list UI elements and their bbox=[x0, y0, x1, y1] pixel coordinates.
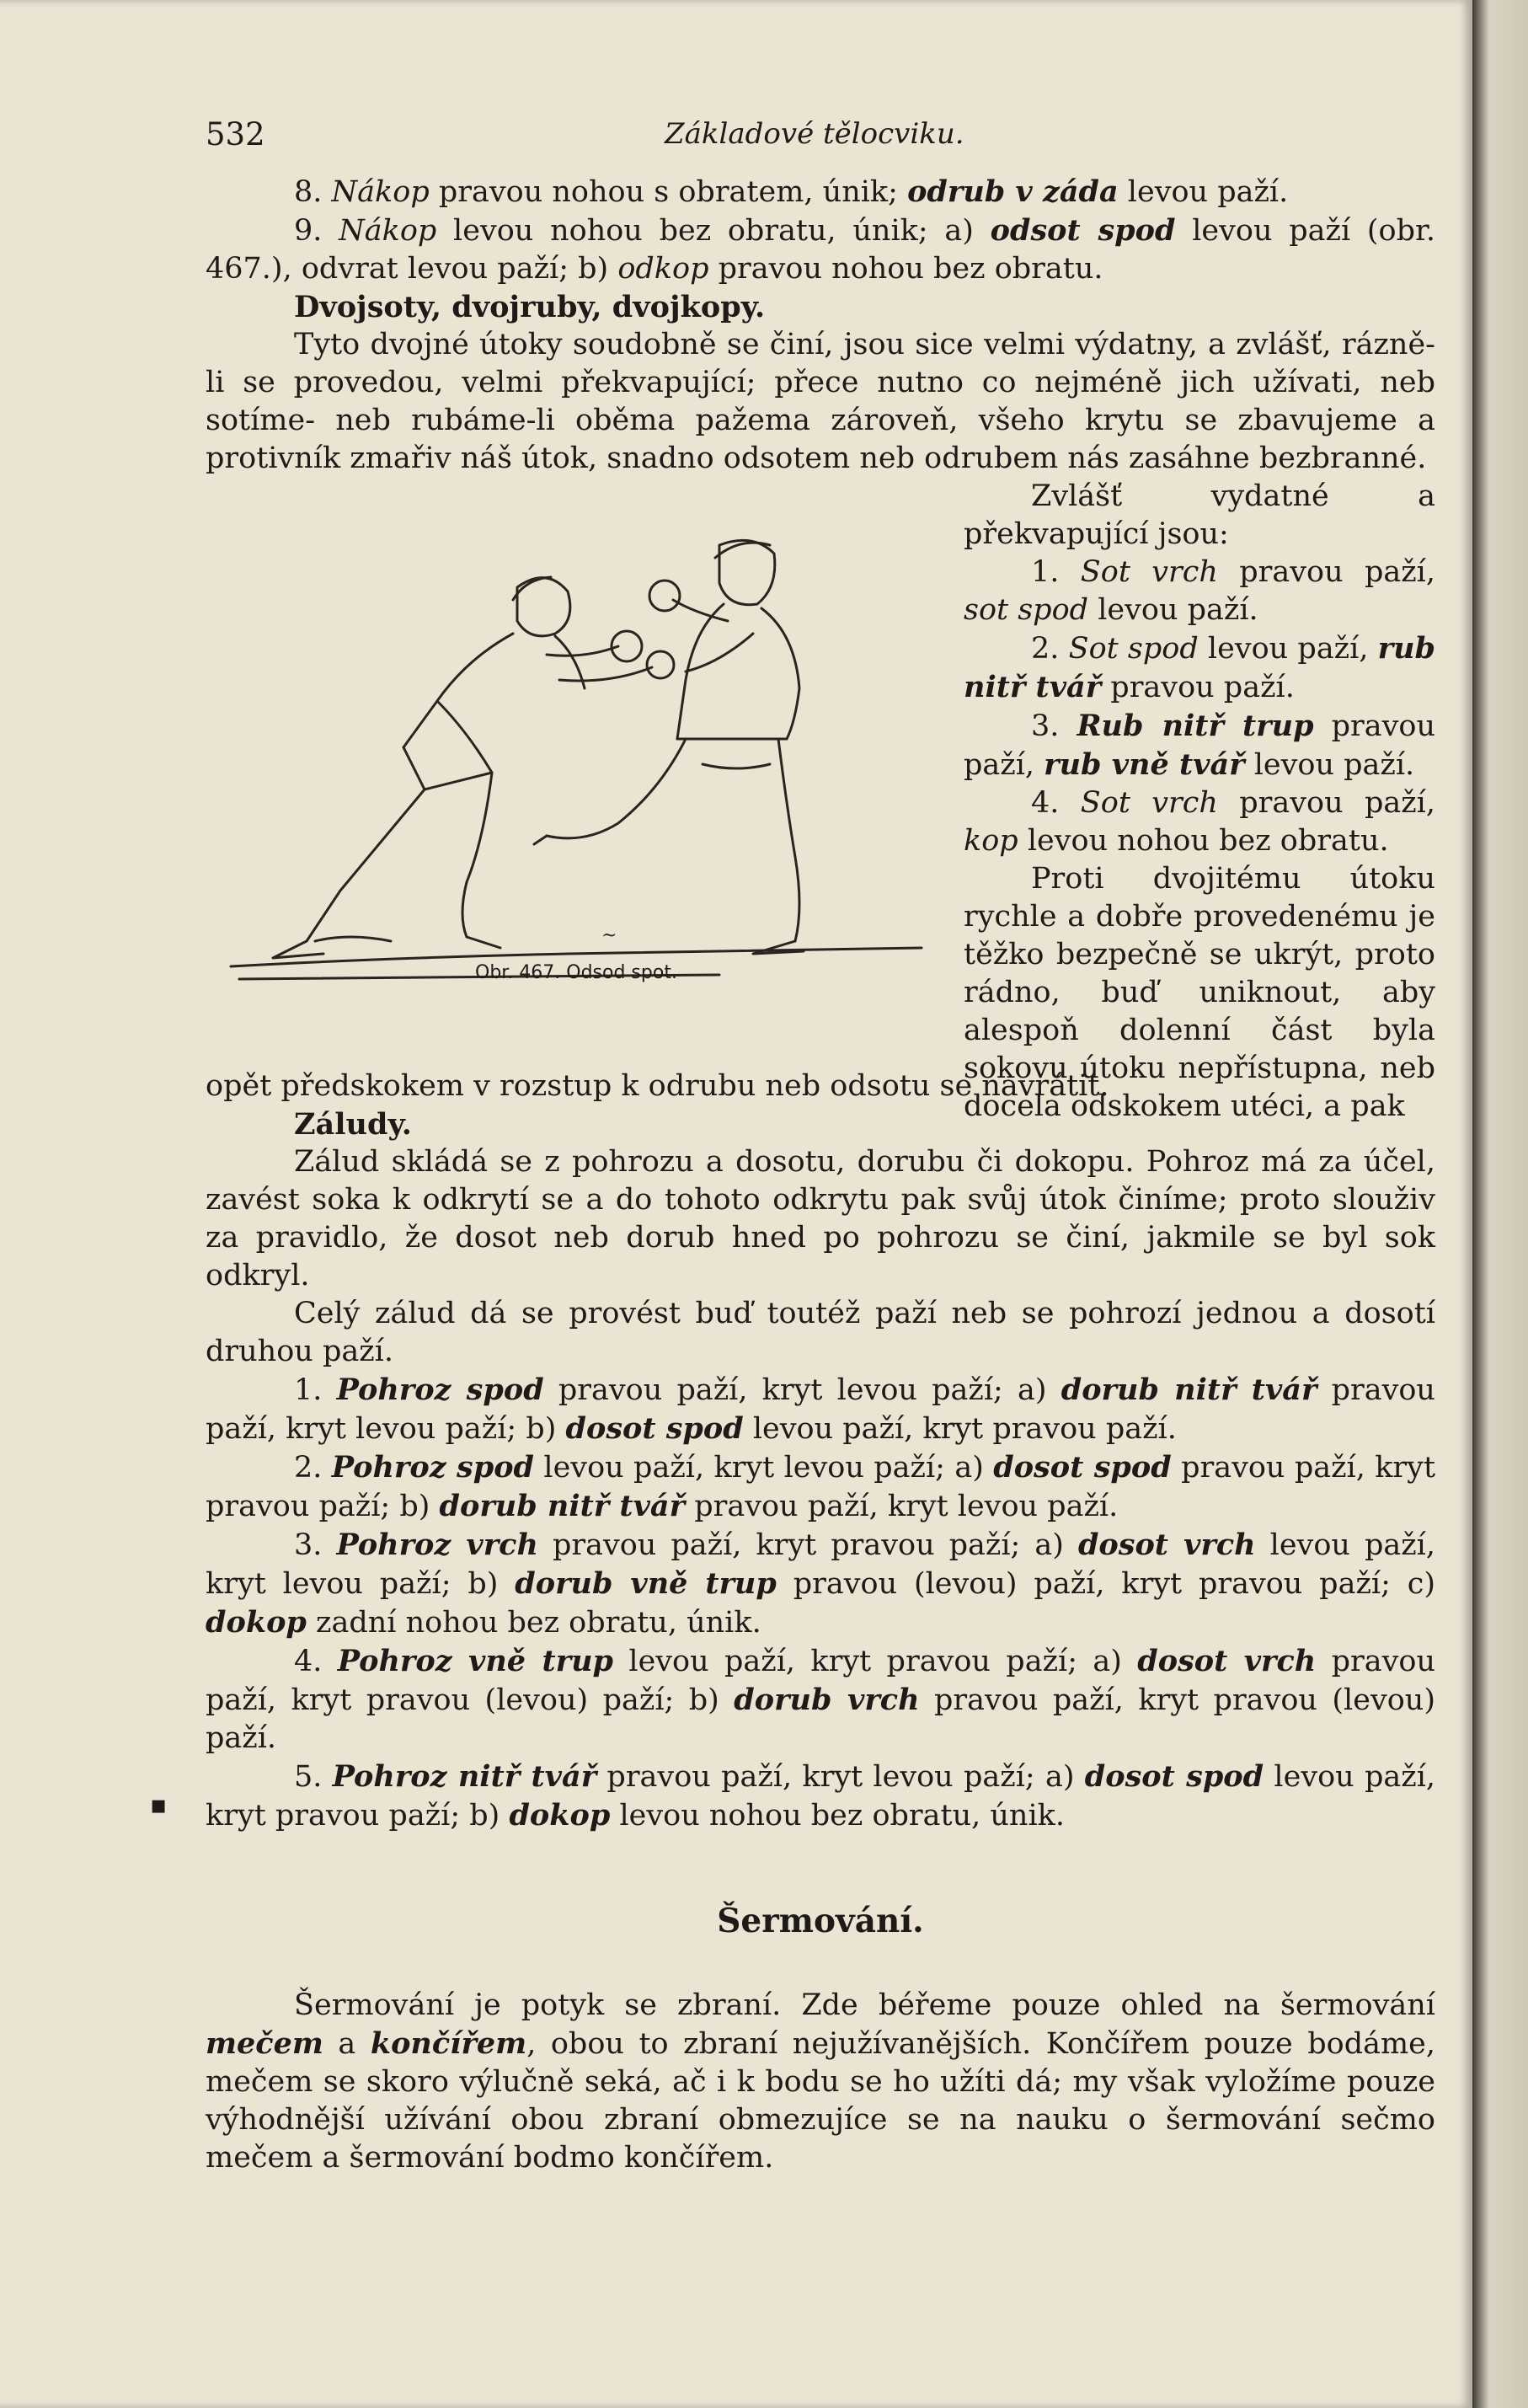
item-9: 9. Nákop levou nohou bez obratu, únik; a) odsot spod levou paží (obr. 467.), odvrat levou paží; b) odkop pravou nohou bez obratu. bbox=[206, 213, 1436, 286]
side-item-3: 3. Rub nitř trup pravou paží, rub vně tvář levou paží. bbox=[964, 709, 1435, 782]
heading-zaludy: Záludy. bbox=[294, 1107, 412, 1142]
paragraph-double-attacks: Tyto dvojné útoky soudobně se činí, jsou sice velmi výdatny, a zvlášť, rázně-li se provedou, velmi překvapující; přece nutno co nejméně jich užívati, neb sotíme- neb rubáme-li oběma pažema zároveň, všeho krytu se zbavujeme a protivník zmařiv náš útok, snadno odsotem neb odrubem nás zasáhne bezbranné. bbox=[206, 328, 1435, 475]
sermovani-paragraph: Šermování je potyk se zbraní. Zde béřeme pouze ohled na šermování mečem a končířem, obou to zbraní nejužívanějších. Končířem pouze bodáme, mečem se skoro výlučně seká, ač i k bodu se ho užíti dá; my však vyložíme pouze výhodnější užívání obou zbraní obmezujíce se na nauku o šermování sečmo mečem a šermování bodmo končířem. bbox=[206, 1988, 1435, 2175]
svg-text:~: ~ bbox=[601, 925, 617, 946]
zalud-item-1: 1. Pohroz spod pravou paží, kryt levou paží; a) dorub nitř tvář pravou paží, kryt levou paží; b) dosot spod levou paží, kryt pravou paží. bbox=[206, 1373, 1435, 1446]
book-spine-edge bbox=[1472, 0, 1528, 2408]
side-intro: Zvlášť vydatné a překvapující jsou: bbox=[964, 479, 1435, 551]
page-content bbox=[206, 97, 1435, 2177]
heading-double-attacks: Dvojsoty, dvojruby, dvojkopy. bbox=[294, 290, 766, 324]
zaludy-paragraph-2: Celý zálud dá se provést buď toutéž paží neb se pohrozí jednou a dosotí druhou paží. bbox=[206, 1297, 1435, 1368]
margin-mark: ▪ bbox=[150, 1790, 168, 1820]
zaludy-list bbox=[206, 1371, 1435, 1835]
item-8: 8. Nákop pravou nohou s obratem, únik; odrub v záda levou paží. bbox=[294, 174, 1289, 209]
running-title: Základové tělocviku. bbox=[665, 117, 964, 151]
section-title: Šermování. bbox=[717, 1902, 924, 1940]
side-paragraph: Proti dvojitému útoku rychle a dobře provedenému je těžko bezpečně se ukrýt, proto rádno, buď uniknout, aby alespoň dolenní část byla sokovu útoku nepřístupna, neb docela odskokem utéci, a pak bbox=[964, 862, 1435, 1123]
side-item-1: 1. Sot vrch pravou paží, sot spod levou paží. bbox=[964, 555, 1435, 627]
page-number: 532 bbox=[206, 116, 265, 153]
side-item-2: 2. Sot spod levou paží, rub nitř tvář pravou paží. bbox=[964, 631, 1435, 704]
boxers-illustration bbox=[214, 486, 943, 1009]
zalud-item-5: 5. Pohroz nitř tvář pravou paží, kryt levou paží; a) dosot spod levou paží, kryt pravou paží; b) dokop levou nohou bez obratu, únik. bbox=[206, 1759, 1436, 1833]
zalud-item-4: 4. Pohroz vně trup levou paží, kryt pravou paží; a) dosot vrch pravou paží, kryt pravou (levou) paží; b) dorub vrch pravou paží, kryt pravou (levou) paží. bbox=[206, 1644, 1435, 1755]
zaludy-paragraph-1: Zálud skládá se z pohrozu a dosotu, dorubu či dokopu. Pohroz má za účel, zavést soka k odkrytí se a do tohoto odkrytu pak svůj útok činíme; proto slouživ za pravidlo, že dosot neb dorub hned po pohrozu se činí, jakmile se byl sok odkryl. bbox=[206, 1145, 1435, 1292]
side-column bbox=[964, 478, 1435, 1126]
zalud-item-2: 2. Pohroz spod levou paží, kryt levou paží; a) dosot spod pravou paží, kryt pravou paží; b) dorub nitř tvář pravou paží, kryt levou paží. bbox=[206, 1450, 1436, 1523]
zalud-item-3: 3. Pohroz vrch pravou paží, kryt pravou paží; a) dosot vrch levou paží, kryt levou paží; b) dorub vně trup pravou (levou) paží, kryt pravou paží; c) dokop zadní nohou bez obratu, únik. bbox=[206, 1528, 1435, 1640]
running-header bbox=[206, 97, 1435, 173]
figure-caption: Obr. 467. Odsod spot. bbox=[475, 962, 677, 983]
side-item-4: 4. Sot vrch pravou paží, kop levou nohou bez obratu. bbox=[964, 786, 1435, 858]
paragraph-continuation: opět předskokem v rozstup k odrubu neb odsotu se navrátit. bbox=[206, 1069, 1109, 1103]
